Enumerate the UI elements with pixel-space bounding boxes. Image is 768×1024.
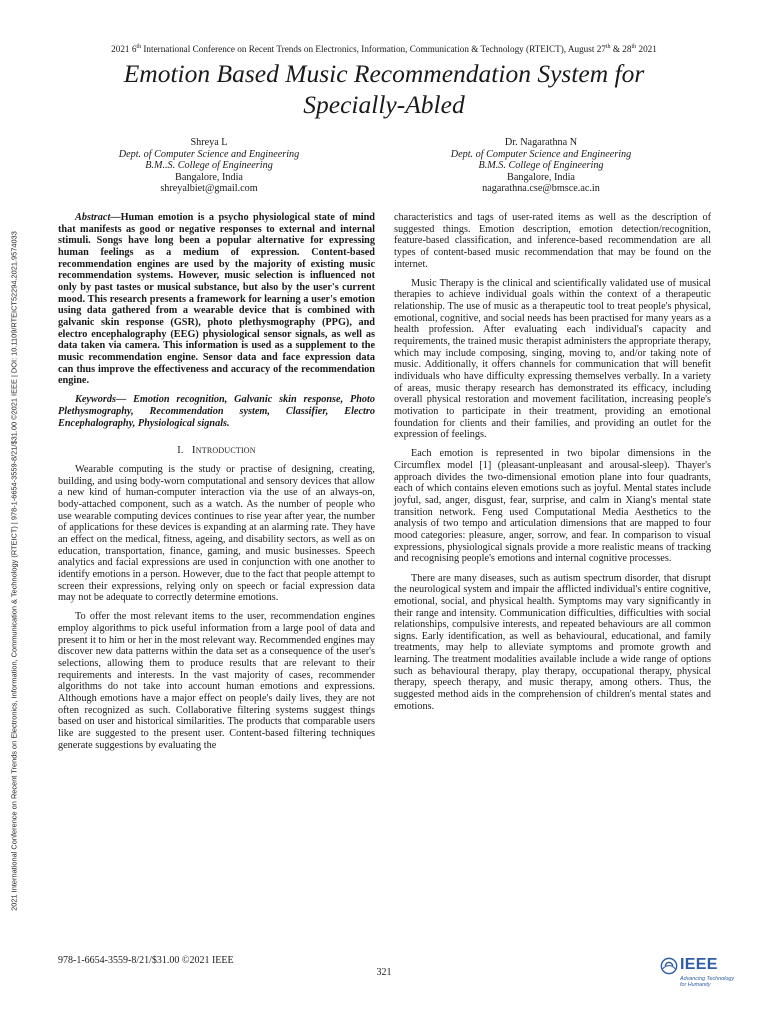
abstract-text: —Human emotion is a psycho physiological state of mind that manifests as good or negative responses to external and internal stimuli. Songs have long been a popular alternative for expressing human feelings as a medium of expression. Content-based recommendation engines are used by the majority of existing music recommendation systems. However, music selection is influenced not only by past tastes or musical substance, but also by the user's current mood. This research presents a framework for learning a user's emotion using data gathered from a wearable device that is combined with galvanic skin response (GSR), photo plethysmography (PPG), and electro encephalography (EEG) physiological sensor signals, as well as data taken via camera. This information is used as a supplement to the music recommendation engine. Sensor data and face expression data can thus improve the effectiveness and accuracy of the recommendation engine. — [58, 212, 375, 387]
paragraph: There are many diseases, such as autism spectrum disorder, that disrupt the neurological system and impair the afflicted individual's entire cognitive, emotional, social, and physical health. Symptoms may vary significantly in their range and intensity. Communication difficulties, difficulties with social relationships, compulsive interests, and repeated behaviours are all common signs. Early identification, as well as behavioural, educational, and family treatments, may help to alleviate symptoms and promote growth and learning. The treatment modalities available include a wide range of options such as behavioural therapy, play therapy, occupational therapy, physical therapy, speech therapy, and music therapy, among others. Thus, the suggested method aids in the comprehension of children's mental states and emotions. — [394, 572, 711, 712]
author-college: B.M.S. College of Engineering — [478, 160, 604, 171]
author-block-2 — [416, 137, 666, 195]
paragraph: To offer the most relevant items to the user, recommendation engines employ algorithms to pick useful information from a large pool of data and present it to him or her in the most relevant way. Recommended engines may discover new data patterns within the data set as a consequence of the user's selections, allowing them to produce results that are relevant to their requirements and interests. In the vast majority of cases, recommender algorithms do not take into account human emotions and expressions. Although emotions have a major effect on people's daily lives, they are not often recognized as such. Collaborative filtering systems suggest things based on user and historical similarities. The products that comparable users like are suggested to the present user. Content-based filtering techniques generate suggestions by evaluating the — [58, 611, 375, 751]
right-column — [394, 212, 711, 720]
author-dept: Dept. of Computer Science and Engineering — [118, 148, 300, 160]
paragraph: Wearable computing is the study or practise of designing, creating, building, and using body-worn computational and sensory devices that allow a new kind of human-computer interaction via the use of an always-on, body-attached component, such as a watch. As the number of people who use wearable computing devices continues to rise year after year, the number of applications for these devices is expanding at an alarming rate. They have an effect on the medical, fitness, ageing, and disability sectors, as well as on education, transportation, finance, gaming, and music businesses. Speech analytics and facial expressions are used in conjunction with one another to identify emotions in a person. However, due to the fact that people attempt to screen their expressions, relying only on speech or facial expression data may not be adequate to correctly determine emotions. — [58, 463, 375, 604]
ieee-globe-icon — [660, 957, 678, 975]
author-name: Dr. Nagarathna N — [504, 137, 578, 148]
page-number: 321 — [376, 967, 392, 978]
doi-sidebar — [6, 136, 22, 1006]
abstract — [58, 212, 375, 387]
keywords-label: Keywords — [75, 394, 116, 406]
title-line-2: Specially-Abled — [303, 90, 465, 119]
author-college: B.M..S. College of Engineering — [145, 160, 273, 171]
footer-isbn: 978-1-6654-3559-8/21/$31.00 ©2021 IEEE — [58, 955, 234, 966]
paragraph-continuation: characteristics and tags of user-rated items as well as the description of suggested things. Emotion description, emotion detection/recognition, feature-based classification, and inference-based recommendation are all types of content-based music recommendation that may be found on the internet. — [394, 212, 711, 270]
doi-sidebar-text: 2021 International Conference on Recent Trends on Electronics, Information, Communication & Technology (RTEICT) | 978-1-6654-3559-8/21/$31.00 ©2021 IEEE | DOI: 10.1109/RTEICT52294.2021.9574033 — [9, 231, 19, 911]
ieee-wordmark: IEEE — [680, 956, 718, 973]
author-email[interactable]: nagarathna.cse@bmsce.ac.in — [482, 183, 600, 194]
author-location: Bangalore, India — [507, 171, 575, 183]
author-block-1 — [84, 137, 334, 195]
keywords — [58, 394, 375, 429]
conference-header: 2021 6th International Conference on Recent Trends on Electronics, Information, Communication & Technology (RTEICT), August 27th & 28th 2021 — [111, 44, 657, 55]
paragraph: Music Therapy is the clinical and scientifically validated use of musical therapies to achieve individual goals within the context of a therapeutic relationship. The use of music as a therapeutic tool to treat people's physical, emotional, cognitive, and social needs has been practised for many years as a health profession. After evaluating each individual's capacity and requirements, the trained music therapist administers the appropriate therapy, which may include composing, singing, moving to, and/or taking note of music. Additionally, it offers channels for communication that will benefit individuals who have difficulty expressing themselves verbally. In a variety of areas, music therapy research has demonstrated its efficacy, including overall physical restoration and movement facilitation, increasing people's motivation to participate in their treatment, providing an emotional foundation for clients and their families, and providing an outlet for the expression of feelings. — [394, 277, 711, 441]
author-email[interactable]: shreyalbiet@gmail.com — [160, 183, 258, 194]
section-heading-introduction: I. Introduction — [177, 444, 256, 457]
left-column — [58, 212, 375, 759]
abstract-label: Abstract — [75, 212, 111, 223]
ieee-logo — [660, 955, 740, 995]
paragraph: Each emotion is represented in two bipolar dimensions in the Circumflex model [1] (pleasant-unpleasant and arousal-sleep). Thayer's approach divides the two-dimensional emotion plane into four quadrants, each of which contains eleven emotions such as joyful. Mental states include joyful, sad, anger, disgust, fear, surprise, and calm in Xiang's mental state transition network. Feng used Computational Media Aesthetics to the analysis of two tempo and articulation dimensions that are mapped to four mood categories: pleasure, anger, sorrow, and fear. In comparison to visual expressions, physiological signals provide a more realistic means of tracking and recognising people's emotions and internal cognitive processes. — [394, 448, 711, 565]
keywords-text: — Emotion recognition, Galvanic skin response, Photo Plethysmography, Recommendation system, Classifier, Electro Encephalography, Physiological signals. — [58, 394, 375, 429]
paper-title — [40, 58, 728, 120]
author-name: Shreya L — [190, 137, 228, 148]
author-location: Bangalore, India — [175, 171, 243, 183]
title-line-1: Emotion Based Music Recommendation System for — [123, 59, 645, 88]
ieee-tagline: Advancing Technology for Humanity — [680, 976, 735, 989]
author-dept: Dept. of Computer Science and Engineering — [450, 148, 632, 160]
